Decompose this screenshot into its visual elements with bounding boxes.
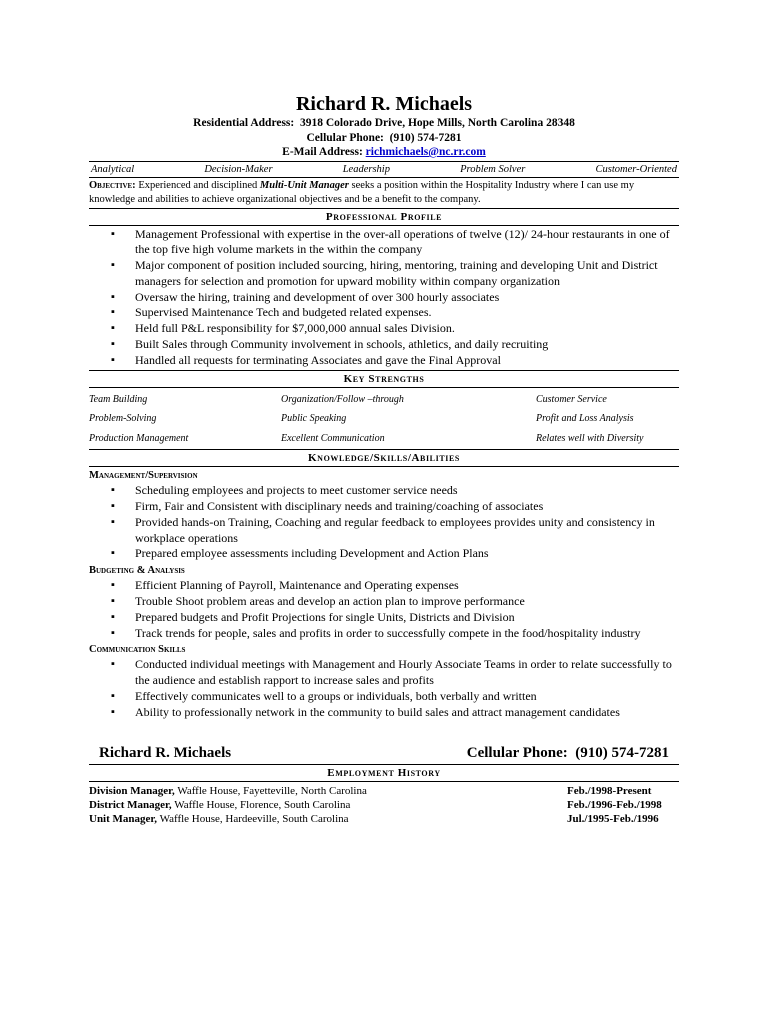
strength-item: Public Speaking bbox=[281, 413, 347, 425]
job-dates: Feb./1998-Present bbox=[567, 784, 652, 797]
trait: Analytical bbox=[91, 163, 135, 175]
objective bbox=[89, 179, 679, 207]
list-item: ▪ Effectively communicates well to a groups or individuals, both verbally and written bbox=[111, 689, 679, 705]
resume-page bbox=[89, 92, 679, 826]
subheading-management: Management/Supervision bbox=[89, 470, 198, 482]
job-info bbox=[89, 798, 350, 812]
list-item: ▪ Provided hands-on Training, Coaching and regular feedback to employees provides unity and consistency in workplace operations bbox=[111, 515, 679, 547]
traits-row bbox=[89, 163, 679, 176]
objective-label: Objective: bbox=[89, 179, 136, 191]
divider bbox=[89, 208, 679, 209]
phone-value: (910) 574-7281 bbox=[389, 131, 462, 144]
phone-line bbox=[89, 131, 679, 146]
trait: Leadership bbox=[342, 163, 390, 175]
divider bbox=[89, 449, 679, 450]
list-item: ▪ Major component of position included sourcing, hiring, mentoring, training and developing Unit and District managers for selection and promotion for upward mobility within company organization bbox=[111, 258, 679, 290]
job-details: Waffle House, Florence, South Carolina bbox=[174, 798, 351, 811]
page2-phone-label: Cellular Phone: bbox=[466, 744, 568, 761]
candidate-name: Richard R. Michaels bbox=[295, 93, 473, 115]
strength-item: Customer Service bbox=[536, 393, 607, 405]
page2-name: Richard R. Michaels bbox=[99, 744, 232, 761]
management-list bbox=[89, 483, 679, 562]
job-dates: Feb./1996-Feb./1998 bbox=[567, 798, 662, 811]
divider bbox=[89, 370, 679, 371]
job-details: Waffle House, Hardeeville, South Carolina bbox=[159, 812, 349, 825]
job-row bbox=[89, 798, 679, 812]
job-details: Waffle House, Fayetteville, North Carolina bbox=[177, 784, 367, 797]
strength-item: Organization/Follow –through bbox=[281, 393, 404, 405]
trait: Decision-Maker bbox=[204, 163, 273, 175]
list-item: ▪ Built Sales through Community involvement in schools, athletics, and daily recruiting bbox=[111, 337, 679, 353]
strength-item: Problem-Solving bbox=[89, 413, 157, 425]
phone-label: Cellular Phone: bbox=[306, 131, 384, 144]
page2-phone bbox=[467, 743, 669, 763]
job-title: Unit Manager, bbox=[89, 812, 158, 825]
objective-emphasis: Multi-Unit Manager bbox=[259, 179, 349, 191]
strength-item: Excellent Communication bbox=[281, 432, 385, 444]
section-heading-employment: Employment History bbox=[327, 766, 441, 779]
divider bbox=[89, 387, 679, 388]
strength-item: Profit and Loss Analysis bbox=[536, 413, 634, 425]
strengths-grid bbox=[89, 389, 679, 449]
profile-list bbox=[89, 227, 679, 369]
strength-item: Team Building bbox=[89, 393, 148, 405]
divider bbox=[89, 225, 679, 226]
list-item: ▪ Ability to professionally network in the community to build sales and attract management candidates bbox=[111, 705, 679, 721]
list-item: ▪ Scheduling employees and projects to meet customer service needs bbox=[111, 483, 679, 499]
job-row bbox=[89, 784, 679, 798]
address-label: Residential Address: bbox=[193, 117, 295, 129]
list-item: ▪ Oversaw the hiring, training and development of over 300 hourly associates bbox=[111, 290, 679, 306]
job-title: Division Manager, bbox=[89, 784, 175, 797]
page2-phone-value: (910) 574-7281 bbox=[575, 744, 669, 761]
list-item: ▪ Firm, Fair and Consistent with disciplinary needs and training/coaching of associates bbox=[111, 499, 679, 515]
divider bbox=[89, 161, 679, 162]
divider bbox=[89, 764, 679, 765]
list-item: ▪ Held full P&L responsibility for $7,000,000 annual sales Division. bbox=[111, 321, 679, 337]
job-row bbox=[89, 812, 679, 826]
list-item: ▪ Handled all requests for terminating Associates and gave the Final Approval bbox=[111, 353, 679, 369]
objective-text-before: Experienced and disciplined bbox=[138, 179, 258, 191]
address-line bbox=[89, 116, 679, 131]
divider bbox=[89, 781, 679, 782]
list-item: ▪ Management Professional with expertise in the over-all operations of twelve (12)/ 24-hour restaurants in one of the top five high volume markets in the within the company bbox=[111, 227, 679, 259]
list-item: ▪ Track trends for people, sales and profits in order to successfully compete in the food/hospitality industry bbox=[111, 626, 679, 642]
page2-header bbox=[89, 743, 679, 763]
address-value: 3918 Colorado Drive, Hope Mills, North Carolina 28348 bbox=[300, 117, 575, 129]
subheading-communication: Communication Skills bbox=[89, 644, 186, 656]
strengths-row bbox=[89, 390, 679, 410]
trait: Customer-Oriented bbox=[595, 163, 677, 175]
strengths-row bbox=[89, 429, 679, 449]
employment-list bbox=[89, 784, 679, 826]
email-line bbox=[89, 145, 679, 160]
strength-item: Production Management bbox=[89, 432, 189, 444]
divider bbox=[89, 466, 679, 467]
list-item: ▪ Supervised Maintenance Tech and budgeted related expenses. bbox=[111, 305, 679, 321]
section-heading-profile: Professional Profile bbox=[325, 210, 443, 223]
divider bbox=[89, 177, 679, 178]
budgeting-list bbox=[89, 578, 679, 641]
list-item: ▪ Trouble Shoot problem areas and develop an action plan to improve performance bbox=[111, 594, 679, 610]
section-heading-strengths: Key Strengths bbox=[343, 372, 425, 385]
job-info bbox=[89, 812, 349, 826]
section-heading-ksa: Knowledge/Skills/Abilities bbox=[308, 452, 460, 465]
strength-item: Relates well with Diversity bbox=[536, 432, 644, 444]
list-item: ▪ Prepared budgets and Profit Projections for single Units, Districts and Division bbox=[111, 610, 679, 626]
communication-list bbox=[89, 657, 679, 720]
job-info bbox=[89, 784, 367, 798]
list-item: ▪ Prepared employee assessments including Development and Action Plans bbox=[111, 546, 679, 562]
email-label: E-Mail Address: bbox=[282, 146, 363, 158]
job-title: District Manager, bbox=[89, 798, 172, 811]
subheading-budgeting: Budgeting & Analysis bbox=[89, 565, 185, 577]
email-link[interactable]: richmichaels@nc.rr.com bbox=[365, 146, 486, 158]
strengths-row bbox=[89, 409, 679, 429]
list-item: ▪ Efficient Planning of Payroll, Maintenance and Operating expenses bbox=[111, 578, 679, 594]
objective-text-after: seeks a position within the Hospitality Industry where I can use my knowledge and abilities to achieve organizational objectives and be a benefit to the company. bbox=[89, 179, 635, 205]
trait: Problem Solver bbox=[460, 163, 526, 175]
list-item: ▪ Conducted individual meetings with Management and Hourly Associate Teams in order to relate successfully to the audience and establish rapport to increase sales and profits bbox=[111, 657, 679, 689]
job-dates: Jul./1995-Feb./1996 bbox=[567, 812, 659, 825]
